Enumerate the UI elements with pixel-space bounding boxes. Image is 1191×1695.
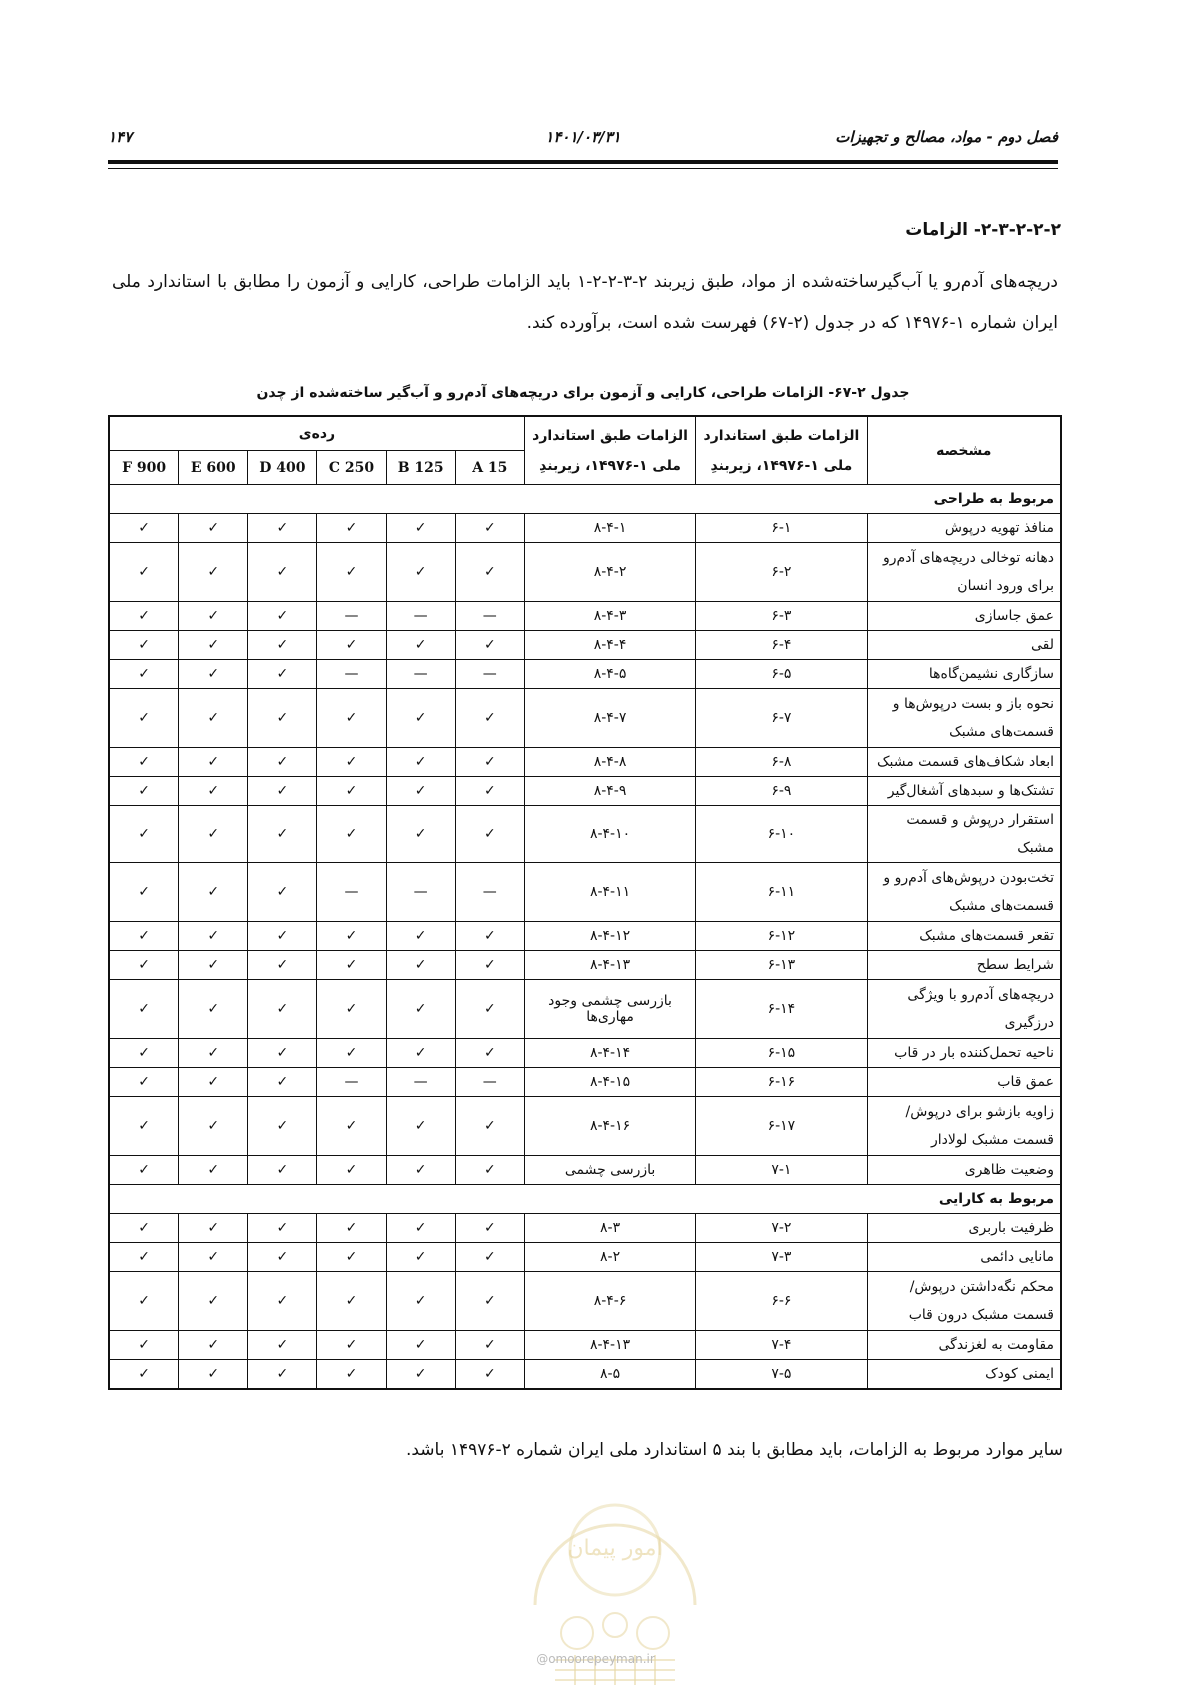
check-icon: ✓ [386, 514, 455, 543]
table-row [109, 1156, 1061, 1185]
check-icon: ✓ [109, 1360, 179, 1390]
check-icon: ✓ [248, 1272, 317, 1331]
check-icon: ✓ [248, 602, 317, 631]
cell-std-1: ۶-۳ [696, 602, 867, 631]
check-icon: ✓ [248, 980, 317, 1039]
cell-feature: ناحیه تحمل‌کننده بار در قاب [867, 1039, 1061, 1068]
cell-std-1: ۶-۱۱ [696, 863, 867, 922]
cell-std-2: ۸-۴-۵ [524, 660, 695, 689]
check-icon: ✓ [179, 806, 248, 863]
header-class-e600: E 600 [179, 451, 248, 485]
check-icon: ✓ [179, 602, 248, 631]
check-icon: ✓ [248, 951, 317, 980]
check-icon: ✓ [386, 1156, 455, 1185]
cell-std-1: ۶-۹ [696, 777, 867, 806]
check-icon: ✓ [386, 1214, 455, 1243]
check-icon: ✓ [248, 1214, 317, 1243]
check-icon: ✓ [248, 514, 317, 543]
page-header [108, 128, 1058, 150]
check-icon: ✓ [455, 543, 524, 602]
dash-icon: — [455, 863, 524, 922]
watermark-url: @omoorepeyman.ir [536, 1652, 655, 1666]
section-paragraph: دریچه‌های آدم‌رو یا آب‌گیرساخته‌شده از مواد، طبق زیربند ۲-۳-۲-۲-۱ باید الزامات طراحی، کارایی و آزمون را مطابق با استاندارد ملی ایران شماره ۱-۱۴۹۷۶ که در جدول (۲-۶۷) فهرست شده است، برآورده کند. [112, 272, 1058, 333]
check-icon: ✓ [179, 1097, 248, 1156]
check-icon: ✓ [386, 1331, 455, 1360]
cell-std-1: ۷-۵ [696, 1360, 867, 1390]
check-icon: ✓ [455, 1272, 524, 1331]
check-icon: ✓ [109, 863, 179, 922]
cell-std-2: ۸-۴-۴ [524, 631, 695, 660]
check-icon: ✓ [386, 1097, 455, 1156]
check-icon: ✓ [109, 602, 179, 631]
check-icon: ✓ [179, 748, 248, 777]
check-icon: ✓ [386, 806, 455, 863]
check-icon: ✓ [179, 980, 248, 1039]
header-class-c250: C 250 [317, 451, 386, 485]
header-class-f900: F 900 [109, 451, 179, 485]
cell-feature: سازگاری نشیمن‌گاه‌ها [867, 660, 1061, 689]
check-icon: ✓ [179, 951, 248, 980]
cell-std-2: ۸-۴-۲ [524, 543, 695, 602]
check-icon: ✓ [317, 806, 386, 863]
table-row [109, 1039, 1061, 1068]
check-icon: ✓ [317, 514, 386, 543]
dash-icon: — [455, 660, 524, 689]
cell-std-1: ۶-۱۲ [696, 922, 867, 951]
check-icon: ✓ [317, 980, 386, 1039]
check-icon: ✓ [248, 689, 317, 748]
cell-feature: عمق جاسازی [867, 602, 1061, 631]
table-row [109, 748, 1061, 777]
check-icon: ✓ [109, 922, 179, 951]
cell-std-1: ۶-۱۶ [696, 1068, 867, 1097]
check-icon: ✓ [109, 951, 179, 980]
check-icon: ✓ [109, 1243, 179, 1272]
table-row [109, 543, 1061, 602]
check-icon: ✓ [179, 922, 248, 951]
check-icon: ✓ [317, 777, 386, 806]
watermark-text: امور پیمان [567, 1536, 663, 1561]
cell-feature: عمق قاب [867, 1068, 1061, 1097]
check-icon: ✓ [386, 1272, 455, 1331]
table-row [109, 922, 1061, 951]
check-icon: ✓ [179, 1272, 248, 1331]
check-icon: ✓ [455, 748, 524, 777]
check-icon: ✓ [179, 777, 248, 806]
dash-icon: — [317, 602, 386, 631]
header-feature: مشخصه [867, 416, 1061, 485]
table-row [109, 1331, 1061, 1360]
check-icon: ✓ [455, 980, 524, 1039]
check-icon: ✓ [317, 922, 386, 951]
cell-feature: تشتک‌ها و سبدهای آشغال‌گیر [867, 777, 1061, 806]
dash-icon: — [317, 863, 386, 922]
check-icon: ✓ [455, 1156, 524, 1185]
table-row [109, 980, 1061, 1039]
check-icon: ✓ [455, 1214, 524, 1243]
cell-std-1: ۷-۳ [696, 1243, 867, 1272]
check-icon: ✓ [386, 1243, 455, 1272]
cell-feature: منافذ تهویه درپوش [867, 514, 1061, 543]
cell-feature: شرایط سطح [867, 951, 1061, 980]
check-icon: ✓ [109, 980, 179, 1039]
performance-section-row [109, 1185, 1061, 1214]
cell-std-1: ۶-۱۴ [696, 980, 867, 1039]
cell-feature: استقرار درپوش و قسمت مشبک [867, 806, 1061, 863]
header-class-d400: D 400 [248, 451, 317, 485]
cell-std-2: ۸-۳ [524, 1214, 695, 1243]
design-section-label: مربوط به طراحی [109, 485, 1061, 514]
table-body [109, 485, 1061, 1390]
cell-std-2: ۸-۴-۷ [524, 689, 695, 748]
cell-feature: لقی [867, 631, 1061, 660]
header-std-2: الزامات طبق استاندارد ملی ۱-۱۴۹۷۶، زیربندِ [524, 416, 695, 485]
check-icon: ✓ [455, 514, 524, 543]
check-icon: ✓ [455, 1039, 524, 1068]
header-classes-title: رده‌ی [109, 416, 524, 451]
header-class-b125: B 125 [386, 451, 455, 485]
check-icon: ✓ [248, 1039, 317, 1068]
check-icon: ✓ [248, 543, 317, 602]
cell-std-2: ۸-۴-۱۶ [524, 1097, 695, 1156]
check-icon: ✓ [179, 1243, 248, 1272]
check-icon: ✓ [317, 1331, 386, 1360]
check-icon: ✓ [317, 1097, 386, 1156]
check-icon: ✓ [179, 1068, 248, 1097]
table-row [109, 1097, 1061, 1156]
cell-feature: محکم نگه‌داشتن درپوش/قسمت مشبک درون قاب [867, 1272, 1061, 1331]
cell-std-1: ۶-۱۵ [696, 1039, 867, 1068]
performance-section-label: مربوط به کارایی [109, 1185, 1061, 1214]
check-icon: ✓ [317, 951, 386, 980]
table-row [109, 660, 1061, 689]
check-icon: ✓ [317, 748, 386, 777]
check-icon: ✓ [248, 1097, 317, 1156]
check-icon: ✓ [317, 1243, 386, 1272]
check-icon: ✓ [179, 1039, 248, 1068]
check-icon: ✓ [109, 1039, 179, 1068]
cell-std-1: ۶-۸ [696, 748, 867, 777]
table-row [109, 631, 1061, 660]
check-icon: ✓ [317, 1156, 386, 1185]
check-icon: ✓ [455, 1360, 524, 1390]
table-row [109, 602, 1061, 631]
check-icon: ✓ [179, 1331, 248, 1360]
cell-std-1: ۶-۱ [696, 514, 867, 543]
cell-std-1: ۶-۱۷ [696, 1097, 867, 1156]
check-icon: ✓ [386, 922, 455, 951]
check-icon: ✓ [455, 1331, 524, 1360]
check-icon: ✓ [179, 1156, 248, 1185]
check-icon: ✓ [179, 514, 248, 543]
check-icon: ✓ [109, 660, 179, 689]
cell-std-2: ۸-۴-۹ [524, 777, 695, 806]
check-icon: ✓ [386, 631, 455, 660]
check-icon: ✓ [109, 1214, 179, 1243]
cell-std-1: ۶-۶ [696, 1272, 867, 1331]
section-title: ۲-۳-۲-۲-۲- الزامات [905, 220, 1061, 240]
check-icon: ✓ [317, 1214, 386, 1243]
check-icon: ✓ [248, 922, 317, 951]
dash-icon: — [317, 1068, 386, 1097]
table-row [109, 951, 1061, 980]
check-icon: ✓ [109, 631, 179, 660]
check-icon: ✓ [248, 660, 317, 689]
dash-icon: — [455, 1068, 524, 1097]
check-icon: ✓ [179, 863, 248, 922]
check-icon: ✓ [386, 1360, 455, 1390]
cell-std-2: ۸-۴-۱ [524, 514, 695, 543]
check-icon: ✓ [248, 1156, 317, 1185]
table-row [109, 1068, 1061, 1097]
cell-feature: وضعیت ظاهری [867, 1156, 1061, 1185]
cell-std-2: ۸-۴-۱۰ [524, 806, 695, 863]
check-icon: ✓ [455, 1097, 524, 1156]
check-icon: ✓ [455, 806, 524, 863]
cell-std-2: ۸-۴-۱۳ [524, 1331, 695, 1360]
check-icon: ✓ [455, 951, 524, 980]
table-row [109, 1360, 1061, 1390]
check-icon: ✓ [179, 660, 248, 689]
check-icon: ✓ [317, 543, 386, 602]
chapter-title: فصل دوم - مواد، مصالح و تجهیزات [835, 128, 1058, 146]
cell-std-2: ۸-۴-۸ [524, 748, 695, 777]
cell-std-2: ۸-۴-۱۴ [524, 1039, 695, 1068]
check-icon: ✓ [455, 689, 524, 748]
cell-std-2: ۸-۴-۱۵ [524, 1068, 695, 1097]
check-icon: ✓ [317, 1360, 386, 1390]
check-icon: ✓ [179, 1214, 248, 1243]
check-icon: ✓ [248, 631, 317, 660]
cell-std-1: ۶-۵ [696, 660, 867, 689]
cell-std-2: ۸-۵ [524, 1360, 695, 1390]
dash-icon: — [386, 602, 455, 631]
check-icon: ✓ [248, 863, 317, 922]
cell-std-1: ۷-۲ [696, 1214, 867, 1243]
cell-std-2: بازرسی چشمی [524, 1156, 695, 1185]
check-icon: ✓ [248, 1331, 317, 1360]
table-row [109, 777, 1061, 806]
check-icon: ✓ [248, 777, 317, 806]
check-icon: ✓ [109, 1156, 179, 1185]
check-icon: ✓ [109, 543, 179, 602]
table-caption: جدول ۲-۶۷- الزامات طراحی، کارایی و آزمون برای دریچه‌های آدم‌رو و آب‌گیر ساخته‌شده از چدن [256, 385, 910, 401]
check-icon: ✓ [109, 806, 179, 863]
check-icon: ✓ [386, 951, 455, 980]
check-icon: ✓ [179, 1360, 248, 1390]
cell-std-2: بازرسی چشمی وجود مهاری‌ها [524, 980, 695, 1039]
cell-std-1: ۶-۱۳ [696, 951, 867, 980]
table-row [109, 514, 1061, 543]
cell-feature: دریچه‌های آدم‌رو با ویژگی درزگیری [867, 980, 1061, 1039]
cell-std-1: ۶-۲ [696, 543, 867, 602]
cell-feature: نحوه باز و بست درپوش‌ها و قسمت‌های مشبک [867, 689, 1061, 748]
check-icon: ✓ [248, 1243, 317, 1272]
cell-std-2: ۸-۴-۱۲ [524, 922, 695, 951]
check-icon: ✓ [386, 980, 455, 1039]
check-icon: ✓ [317, 689, 386, 748]
cell-std-2: ۸-۴-۱۳ [524, 951, 695, 980]
header-date: ۱۴۰۱/۰۳/۳۱ [545, 128, 621, 146]
check-icon: ✓ [109, 1331, 179, 1360]
header-rule-thick [108, 160, 1058, 164]
cell-std-1: ۷-۴ [696, 1331, 867, 1360]
cell-std-1: ۶-۷ [696, 689, 867, 748]
cell-feature: ابعاد شکاف‌های قسمت مشبک [867, 748, 1061, 777]
check-icon: ✓ [179, 689, 248, 748]
check-icon: ✓ [109, 777, 179, 806]
table-row [109, 1272, 1061, 1331]
check-icon: ✓ [248, 806, 317, 863]
cell-feature: ایمنی کودک [867, 1360, 1061, 1390]
cell-feature: مانایی دائمی [867, 1243, 1061, 1272]
dash-icon: — [386, 1068, 455, 1097]
header-class-a15: A 15 [455, 451, 524, 485]
dash-icon: — [386, 660, 455, 689]
check-icon: ✓ [109, 514, 179, 543]
check-icon: ✓ [179, 631, 248, 660]
design-section-row [109, 485, 1061, 514]
cell-feature: دهانه توخالی دریچه‌های آدم‌رو برای ورود انسان [867, 543, 1061, 602]
check-icon: ✓ [317, 1039, 386, 1068]
check-icon: ✓ [248, 748, 317, 777]
dash-icon: — [386, 863, 455, 922]
check-icon: ✓ [455, 631, 524, 660]
check-icon: ✓ [455, 922, 524, 951]
cell-std-1: ۷-۱ [696, 1156, 867, 1185]
check-icon: ✓ [109, 689, 179, 748]
check-icon: ✓ [386, 777, 455, 806]
check-icon: ✓ [109, 748, 179, 777]
check-icon: ✓ [109, 1272, 179, 1331]
dash-icon: — [317, 660, 386, 689]
page-number: ۱۴۷ [108, 128, 133, 146]
check-icon: ✓ [317, 631, 386, 660]
cell-feature: تخت‌بودن درپوش‌های آدم‌رو و قسمت‌های مشبک [867, 863, 1061, 922]
requirements-table [108, 415, 1062, 1390]
cell-std-1: ۶-۴ [696, 631, 867, 660]
cell-feature: تقعر قسمت‌های مشبک [867, 922, 1061, 951]
cell-std-2: ۸-۲ [524, 1243, 695, 1272]
check-icon: ✓ [386, 689, 455, 748]
cell-std-1: ۶-۱۰ [696, 806, 867, 863]
cell-std-2: ۸-۴-۶ [524, 1272, 695, 1331]
check-icon: ✓ [386, 543, 455, 602]
check-icon: ✓ [386, 1039, 455, 1068]
cell-feature: مقاومت به لغزندگی [867, 1331, 1061, 1360]
cell-std-2: ۸-۴-۱۱ [524, 863, 695, 922]
check-icon: ✓ [455, 777, 524, 806]
check-icon: ✓ [386, 748, 455, 777]
table-row [109, 689, 1061, 748]
cell-feature: ظرفیت باربری [867, 1214, 1061, 1243]
header-std-1: الزامات طبق استاندارد ملی ۱-۱۴۹۷۶، زیربندِ [696, 416, 867, 485]
check-icon: ✓ [179, 543, 248, 602]
dash-icon: — [455, 602, 524, 631]
table-row [109, 806, 1061, 863]
table-row [109, 863, 1061, 922]
header-rule-thin [108, 168, 1058, 169]
cell-std-2: ۸-۴-۳ [524, 602, 695, 631]
check-icon: ✓ [248, 1068, 317, 1097]
footer-note: سایر موارد مربوط به الزامات، باید مطابق با بند ۵ استاندارد ملی ایران شماره ۲-۱۴۹۷۶ باشد. [405, 1440, 1063, 1460]
table-row [109, 1243, 1061, 1272]
check-icon: ✓ [109, 1068, 179, 1097]
table-row [109, 1214, 1061, 1243]
cell-feature: زاویه بازشو برای درپوش/قسمت مشبک لولادار [867, 1097, 1061, 1156]
check-icon: ✓ [109, 1097, 179, 1156]
check-icon: ✓ [317, 1272, 386, 1331]
check-icon: ✓ [455, 1243, 524, 1272]
check-icon: ✓ [248, 1360, 317, 1390]
